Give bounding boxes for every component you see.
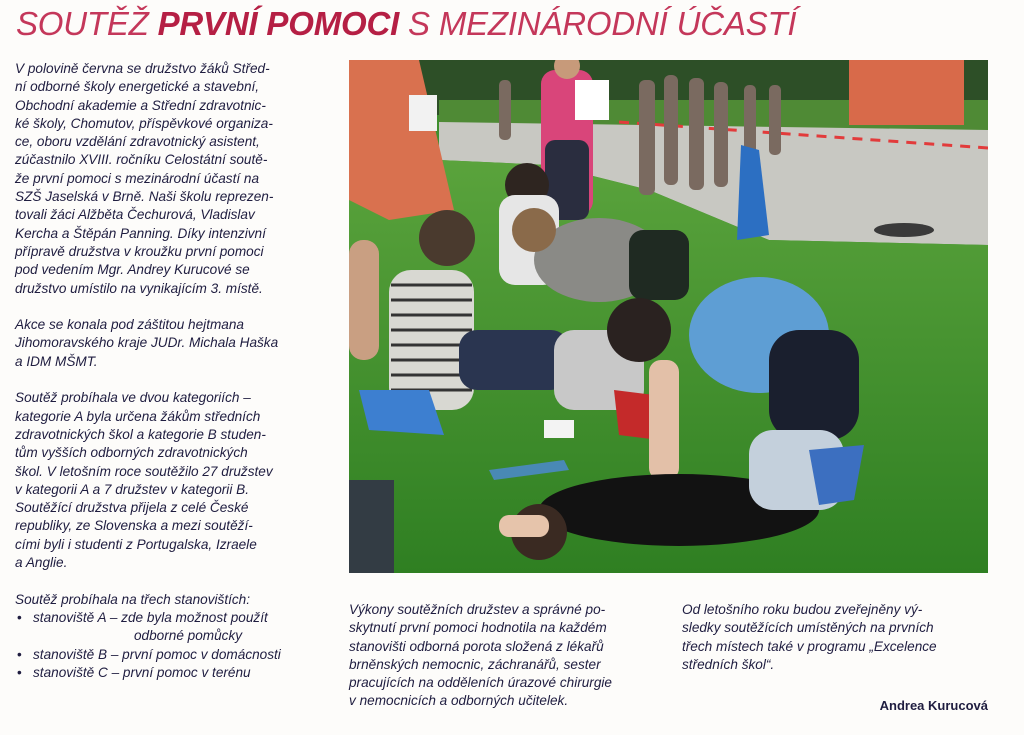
student-dark-trousers — [769, 330, 859, 440]
paragraph-categories — [15, 389, 333, 572]
right-column — [682, 601, 992, 674]
station-a-text: stanoviště A – zde byla možnost použít — [33, 609, 268, 625]
title-part-3: S MEZINÁRODNÍ ÚČASTÍ — [399, 5, 797, 42]
blue-mat — [359, 390, 444, 435]
stations-list — [15, 609, 333, 682]
text-line: brněnských nemocnic, záchranářů, sester — [349, 656, 601, 672]
text-line: že první pomoci s mezinárodní účastí na — [15, 170, 260, 186]
text-line: ní odborné školy energetické a stavební, — [15, 79, 260, 95]
text-line: tovali žáci Alžběta Čechurová, Vladislav — [15, 207, 255, 223]
text-line: pracujících na odděleních úrazové chirurgie — [349, 675, 612, 691]
text-line: zúčastnilo XVIII. ročníku Celostátní soutě- — [15, 152, 268, 168]
list-item — [15, 646, 333, 664]
middle-column — [349, 601, 659, 711]
text-line: pod vedením Mgr. Andrey Kurucové se — [15, 262, 250, 278]
paragraph-patronage — [15, 316, 333, 371]
paragraph-intro — [15, 60, 333, 298]
text-line: zdravotnických škol a kategorie B studen- — [15, 426, 266, 442]
text-line: a IDM MŠMT. — [15, 353, 98, 369]
clipboard — [575, 80, 609, 120]
list-item — [15, 609, 333, 646]
student-jeans — [459, 330, 569, 390]
station-a-text-continued: odborné pomůcky — [134, 628, 243, 644]
text-line: V polovině června se družstvo žáků Střed- — [15, 61, 270, 76]
paper-sign — [409, 95, 437, 131]
text-line: Od letošního roku budou zveřejněny vý- — [682, 602, 923, 617]
text-line: ké školy, Chomutov, příspěvkové organiza- — [15, 115, 273, 131]
text-line: ce, oboru vzdělání zdravotnický asistent, — [15, 134, 260, 150]
text-line: třech místech také v programu „Excelence — [682, 638, 937, 654]
text-line: kategorie A byla určena žákům středních — [15, 408, 261, 424]
article-title — [16, 4, 1016, 44]
tent-right — [849, 60, 964, 125]
title-part-1: SOUTĚŽ — [16, 5, 158, 42]
text-line: v kategorii A a 7 družstev v kategorii B. — [15, 481, 249, 497]
text-line: škol. V letošním roce soutěžilo 27 družstev — [15, 463, 273, 479]
text-line: Jihomoravského kraje JUDr. Michala Haška — [15, 335, 279, 351]
title-part-2: PRVNÍ POMOCI — [157, 5, 400, 42]
text-line: republiky, ze Slovenska a mezi soutěží- — [15, 518, 253, 534]
bystander-arm — [349, 240, 379, 360]
text-line: Akce se konala pod záštitou hejtmana — [15, 317, 244, 333]
text-line: stanovišti odborná porota složená z lékařů — [349, 638, 604, 654]
stations-intro: Soutěž probíhala na třech stanovištích: — [15, 591, 251, 607]
text-line: Soutěžící družstva přijela z celé České — [15, 500, 249, 516]
text-line: družstvo umístilo na vynikajícím 3. místě. — [15, 280, 263, 296]
author-name: Andrea Kurucová — [879, 698, 988, 713]
text-line: cími byli i studenti z Portugalska, Izraele — [15, 536, 257, 552]
left-column — [15, 60, 333, 682]
text-line: Soutěž probíhala ve dvou kategoriích – — [15, 390, 251, 406]
text-line: Výkony soutěžních družstev a správné po- — [349, 602, 606, 617]
text-line: a Anglie. — [15, 555, 68, 571]
text-line: skytnutí první pomoci hodnotila na každém — [349, 620, 607, 636]
list-item — [15, 664, 333, 682]
station-b-text: stanoviště B – první pomoc v domácnosti — [33, 646, 281, 662]
text-line: tům vyšších odborných zdravotnických — [15, 445, 248, 461]
text-line: Kercha a Štěpán Panning. Díky intenzivní — [15, 225, 266, 241]
text-line: přípravě družstva v kroužku první pomoci — [15, 243, 264, 259]
text-line: v nemocnicích a odborných učitelek. — [349, 693, 569, 709]
station-c-text: stanoviště C – první pomoc v terénu — [33, 664, 251, 680]
text-line: středních škol“. — [682, 656, 775, 672]
text-line: SZŠ Jaselská v Brně. Naši školu reprezen- — [15, 189, 274, 205]
text-line: sledky soutěžících umístěných na prvních — [682, 620, 934, 636]
backpack — [629, 230, 689, 300]
photo-illustration — [349, 60, 988, 573]
article-photo — [349, 60, 988, 573]
text-line: Obchodní akademie a Střední zdravotnic- — [15, 97, 266, 113]
